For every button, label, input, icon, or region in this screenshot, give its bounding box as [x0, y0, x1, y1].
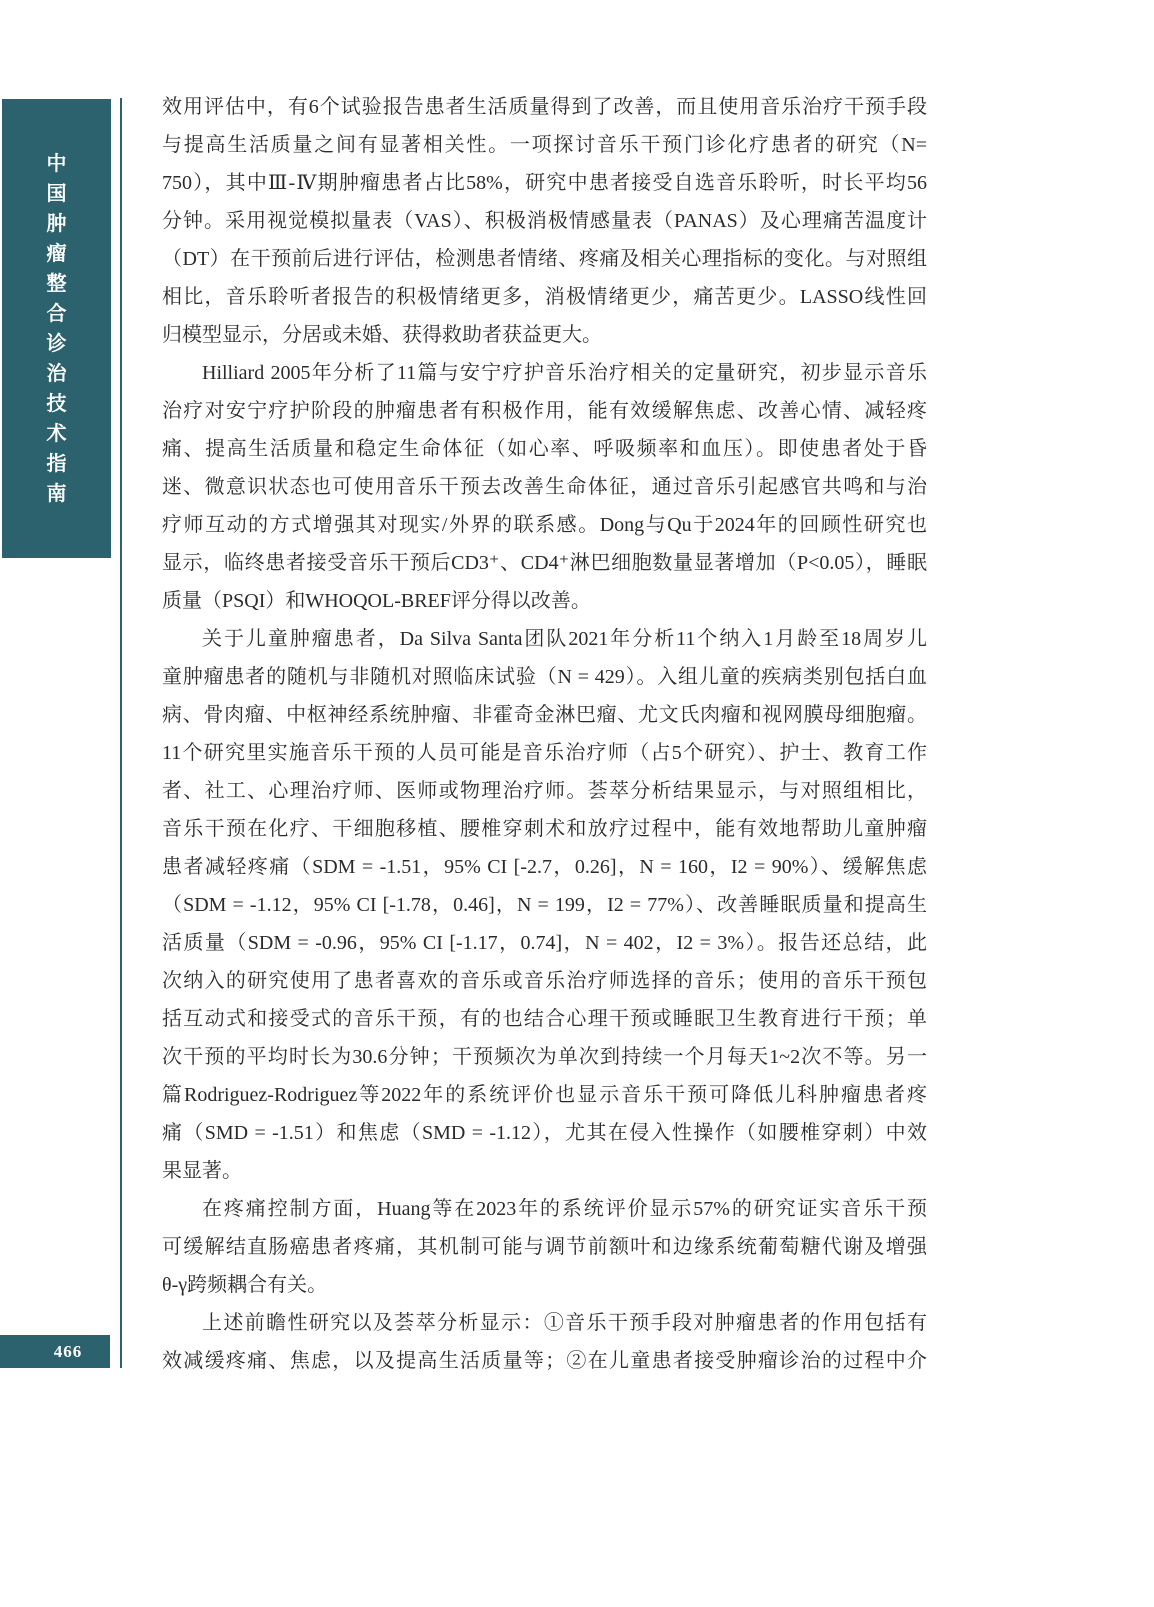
text-line: 痛（SMD = -1.51）和焦虑（SMD = -1.12），尤其在侵入性操作（如腰椎穿刺）中效: [162, 1122, 927, 1144]
sidebar-banner-char: 合: [46, 302, 67, 325]
text-line: 质量（PSQI）和WHOQOL-BREF评分得以改善。: [162, 590, 591, 612]
document-body: [162, 88, 927, 1380]
text-line: 果显著。: [162, 1160, 242, 1182]
sidebar-banner-char: 国: [46, 182, 67, 205]
text-line: 分钟。采用视觉模拟量表（VAS）、积极消极情感量表（PANAS）及心理痛苦温度计: [162, 210, 927, 232]
text-line: 次纳入的研究使用了患者喜欢的音乐或音乐治疗师选择的音乐；使用的音乐干预包: [162, 970, 927, 992]
text-line: 童肿瘤患者的随机与非随机对照临床试验（N = 429）。入组儿童的疾病类别包括白血: [162, 666, 927, 688]
sidebar-banner-char: 技: [46, 392, 67, 415]
paragraph: [162, 88, 927, 354]
sidebar-banner-char: 肿: [46, 212, 67, 235]
vertical-divider-rule: [120, 98, 122, 1368]
sidebar-banner-char: 整: [46, 272, 67, 295]
text-line: Hilliard 2005年分析了11篇与安宁疗护音乐治疗相关的定量研究，初步显示音乐: [202, 362, 927, 384]
text-line: 括互动式和接受式的音乐干预，有的也结合心理干预或睡眠卫生教育进行干预；单: [162, 1008, 927, 1030]
page-number-plate: [0, 1335, 110, 1368]
text-line: （DT）在干预前后进行评估，检测患者情绪、疼痛及相关心理指标的变化。与对照组: [162, 248, 927, 270]
sidebar-banner: [2, 99, 111, 558]
sidebar-banner-char: 中: [46, 152, 67, 175]
sidebar-banner-char: 治: [46, 362, 67, 385]
text-line: 相比，音乐聆听者报告的积极情绪更多，消极情绪更少，痛苦更少。LASSO线性回: [162, 286, 927, 308]
sidebar-banner-char: 指: [46, 452, 67, 475]
text-line: 效减缓疼痛、焦虑，以及提高生活质量等；②在儿童患者接受肿瘤诊治的过程中介: [162, 1350, 927, 1372]
text-line: 病、骨肉瘤、中枢神经系统肿瘤、非霍奇金淋巴瘤、尤文氏肉瘤和视网膜母细胞瘤。: [162, 704, 927, 726]
text-line: 疗师互动的方式增强其对现实/外界的联系感。Dong与Qu于2024年的回顾性研究也: [162, 514, 927, 536]
paragraph: [162, 1304, 927, 1380]
text-line: 上述前瞻性研究以及荟萃分析显示：①音乐干预手段对肿瘤患者的作用包括有: [202, 1312, 927, 1334]
page-number: 466: [53, 1341, 83, 1361]
sidebar-banner-text: [47, 149, 67, 509]
text-line: 11个研究里实施音乐干预的人员可能是音乐治疗师（占5个研究）、护士、教育工作: [162, 742, 927, 764]
text-line: θ-γ跨频耦合有关。: [162, 1274, 328, 1296]
text-line: 750），其中Ⅲ-Ⅳ期肿瘤患者占比58%，研究中患者接受自选音乐聆听，时长平均56: [162, 172, 927, 194]
text-line: 迷、微意识状态也可使用音乐干预去改善生命体征，通过音乐引起感官共鸣和与治: [162, 476, 927, 498]
text-line: 次干预的平均时长为30.6分钟；干预频次为单次到持续一个月每天1~2次不等。另一: [162, 1046, 927, 1068]
text-line: 音乐干预在化疗、干细胞移植、腰椎穿刺术和放疗过程中，能有效地帮助儿童肿瘤: [162, 818, 927, 840]
sidebar-banner-char: 南: [46, 482, 67, 505]
sidebar-banner-char: 瘤: [46, 242, 67, 265]
text-line: 痛、提高生活质量和稳定生命体征（如心率、呼吸频率和血压）。即使患者处于昏: [162, 438, 927, 460]
text-line: 篇Rodriguez-Rodriguez等2022年的系统评价也显示音乐干预可降低儿科肿瘤患者疼: [162, 1084, 927, 1106]
text-line: 效用评估中，有6个试验报告患者生活质量得到了改善，而且使用音乐治疗干预手段: [162, 96, 927, 118]
sidebar-banner-char: 诊: [46, 332, 67, 355]
text-line: 显示，临终患者接受音乐干预后CD3⁺、CD4⁺淋巴细胞数量显著增加（P<0.05），睡眠: [162, 552, 927, 574]
text-line: 活质量（SDM = -0.96，95% CI [-1.17，0.74]，N = 402，I2 = 3%）。报告还总结，此: [162, 932, 927, 954]
text-line: 患者减轻疼痛（SDM = -1.51，95% CI [-2.7，0.26]，N = 160，I2 = 90%）、缓解焦虑: [162, 856, 927, 878]
text-line: 者、社工、心理治疗师、医师或物理治疗师。荟萃分析结果显示，与对照组相比，: [162, 780, 927, 802]
paragraph: [162, 620, 927, 1190]
text-line: 可缓解结直肠癌患者疼痛，其机制可能与调节前额叶和边缘系统葡萄糖代谢及增强: [162, 1236, 927, 1258]
text-line: 在疼痛控制方面，Huang等在2023年的系统评价显示57%的研究证实音乐干预: [202, 1198, 927, 1220]
text-line: 归模型显示，分居或未婚、获得救助者获益更大。: [162, 324, 602, 346]
text-line: 关于儿童肿瘤患者，Da Silva Santa团队2021年分析11个纳入1月龄至18周岁儿: [202, 628, 927, 650]
paragraph: [162, 1190, 927, 1304]
text-line: 治疗对安宁疗护阶段的肿瘤患者有积极作用，能有效缓解焦虑、改善心情、减轻疼: [162, 400, 927, 422]
text-line: 与提高生活质量之间有显著相关性。一项探讨音乐干预门诊化疗患者的研究（N=: [162, 134, 927, 156]
text-line: （SDM = -1.12，95% CI [-1.78，0.46]，N = 199，I2 = 77%）、改善睡眠质量和提高生: [162, 894, 927, 916]
sidebar-banner-char: 术: [46, 422, 67, 445]
paragraph: [162, 354, 927, 620]
